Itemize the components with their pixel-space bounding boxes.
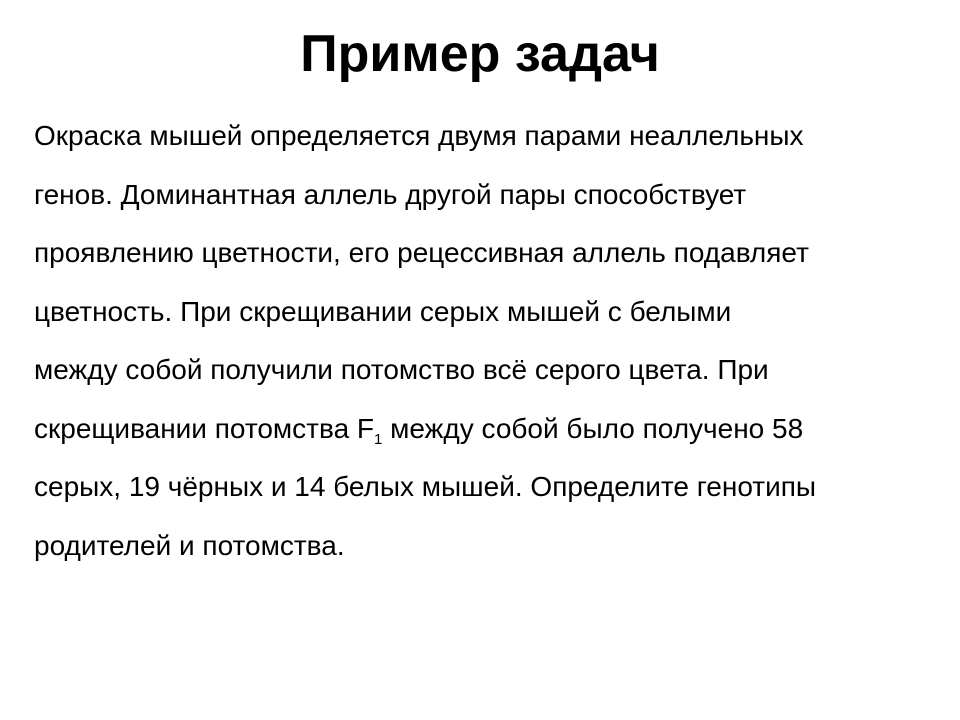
- text-line: проявлению цветности, его рецессивная аллель подавляет: [34, 237, 809, 268]
- slide-title: Пример задач: [300, 25, 660, 83]
- text-line: родителей и потомства.: [34, 529, 345, 561]
- text-line: между собой получили потомство всё серого цвета. При: [34, 354, 769, 385]
- text-line: генов. Доминантная аллель другой пары способствует: [34, 178, 747, 210]
- text-line: Окраска мышей определяется двумя парами неаллельных: [34, 120, 804, 151]
- text-fragment: между собой было получено 58: [382, 412, 804, 444]
- text-line: цветность. При скрещивании серых мышей с белыми: [34, 295, 732, 327]
- text-line-f1: [34, 400, 934, 459]
- text-line: серых, 19 чёрных и 14 белых мышей. Определите генотипы: [34, 471, 817, 502]
- problem-text: [34, 107, 934, 575]
- subscript-generation: 1: [374, 430, 383, 448]
- text-fragment: скрещивании потомства F: [34, 412, 375, 444]
